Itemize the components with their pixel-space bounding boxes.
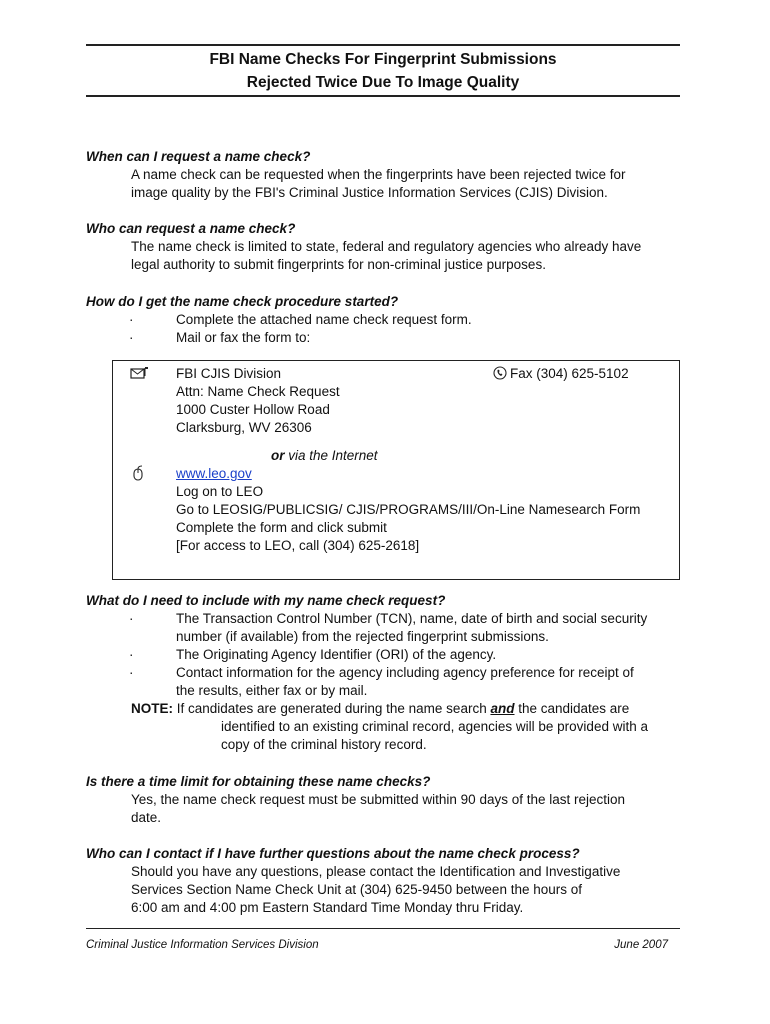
note-and-emphasis: and	[490, 701, 515, 716]
via-internet-text: via the Internet	[284, 448, 378, 463]
address-line-2: Attn: Name Check Request	[176, 384, 340, 399]
question-when: When can I request a name check?	[86, 149, 311, 164]
address-line-1: FBI CJIS Division	[176, 366, 282, 381]
phone-icon	[493, 366, 507, 384]
note-line-3: copy of the criminal history record.	[221, 737, 427, 752]
answer-who-line2: legal authority to submit fingerprints for non-criminal justice purposes.	[131, 257, 546, 272]
answer-who-line1: The name check is limited to state, federal and regulatory agencies who already have	[131, 239, 642, 254]
leo-website-link[interactable]: www.leo.gov	[176, 466, 252, 481]
mouse-icon	[130, 465, 146, 485]
question-contact: Who can I contact if I have further questions about the name check process?	[86, 846, 580, 861]
question-who: Who can request a name check?	[86, 221, 296, 236]
address-line-4: Clarksburg, WV 26306	[176, 420, 312, 435]
include-bullet-3-line2: the results, either fax or by mail.	[176, 683, 368, 698]
note-line-2: identified to an existing criminal record, agencies will be provided with a	[221, 719, 648, 734]
fax-number: Fax (304) 625-5102	[510, 366, 629, 381]
answer-contact-line1: Should you have any questions, please contact the Identification and Investigative	[131, 864, 621, 879]
answer-contact-line2: Services Section Name Check Unit at (304) 625-9450 between the hours of	[131, 882, 582, 897]
question-include: What do I need to include with my name check request?	[86, 593, 446, 608]
question-time-limit: Is there a time limit for obtaining these name checks?	[86, 774, 431, 789]
answer-when-line2: image quality by the FBI's Criminal Justice Information Services (CJIS) Division.	[131, 185, 608, 200]
note-text-pre: If candidates are generated during the name search	[173, 701, 491, 716]
note-line-1	[131, 700, 629, 718]
how-bullet-2: Mail or fax the form to:	[176, 330, 311, 345]
include-bullet-1-line1: The Transaction Control Number (TCN), name, date of birth and social security	[176, 611, 648, 626]
note-label: NOTE:	[131, 701, 173, 716]
include-bullet-1-line2: number (if available) from the rejected fingerprint submissions.	[176, 629, 549, 644]
internet-line-1: Log on to LEO	[176, 484, 264, 499]
note-text-post: the candidates are	[514, 701, 630, 716]
internet-line-3: Complete the form and click submit	[176, 520, 387, 535]
bullet-marker: ·	[129, 312, 134, 327]
internet-line-4: [For access to LEO, call (304) 625-2618]	[176, 538, 420, 553]
or-word: or	[271, 448, 285, 463]
bullet-marker: ·	[129, 611, 134, 626]
answer-time-line2: date.	[131, 810, 162, 825]
internet-line-2: Go to LEOSIG/PUBLICSIG/ CJIS/PROGRAMS/III/On-Line Namesearch Form	[176, 502, 641, 517]
footer-rule	[86, 928, 680, 929]
title-bottom-rule	[86, 95, 680, 97]
bullet-marker: ·	[129, 647, 134, 662]
top-rule	[86, 44, 680, 46]
footer-date: June 2007	[614, 939, 668, 951]
answer-contact-line3: 6:00 am and 4:00 pm Eastern Standard Time Monday thru Friday.	[131, 900, 524, 915]
bullet-marker: ·	[129, 665, 134, 680]
answer-when-line1: A name check can be requested when the fingerprints have been rejected twice for	[131, 167, 626, 182]
answer-time-line1: Yes, the name check request must be submitted within 90 days of the last rejection	[131, 792, 626, 807]
how-bullet-1: Complete the attached name check request form.	[176, 312, 472, 327]
page-title-line2: Rejected Twice Due To Image Quality	[246, 74, 520, 91]
include-bullet-3-line1: Contact information for the agency including agency preference for receipt of	[176, 665, 634, 680]
address-line-3: 1000 Custer Hollow Road	[176, 402, 330, 417]
submission-info-box	[112, 360, 680, 580]
bullet-marker: ·	[129, 330, 134, 345]
page-title-line1: FBI Name Checks For Fingerprint Submissions	[209, 51, 557, 68]
include-bullet-2: The Originating Agency Identifier (ORI) of the agency.	[176, 647, 497, 662]
or-via-internet	[271, 447, 378, 465]
footer-division: Criminal Justice Information Services Division	[86, 939, 319, 951]
mailbox-icon	[130, 366, 148, 384]
question-how: How do I get the name check procedure started?	[86, 294, 399, 309]
